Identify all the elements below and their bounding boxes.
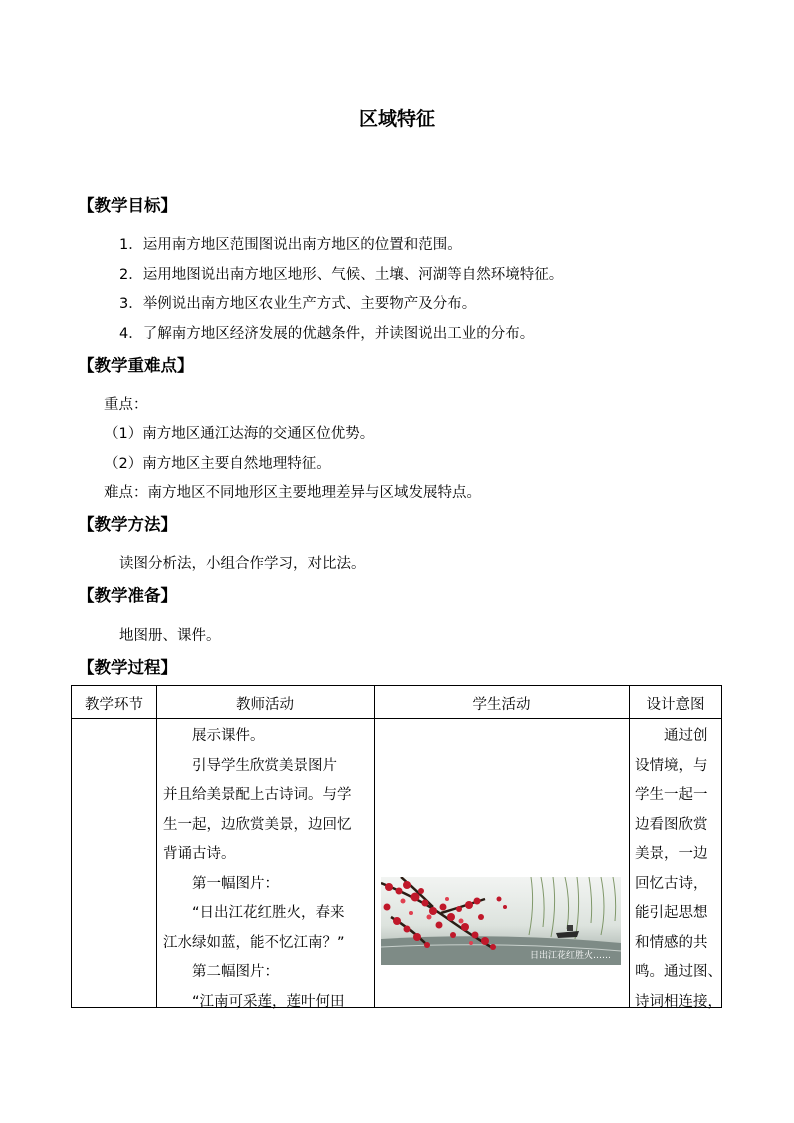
- teacher-line: 引导学生欣赏美景图片: [192, 757, 337, 774]
- jiangnan-scenery-photo: [381, 877, 621, 965]
- table-divider: [629, 686, 630, 1007]
- intent-line: 能引起思想: [635, 905, 708, 921]
- teacher-line: 第二幅图片：: [192, 964, 279, 980]
- table-header-divider: [72, 718, 721, 719]
- heading-methods: 【教学方法】: [78, 515, 177, 534]
- focus-item: （2）南方地区主要自然地理特征。: [104, 456, 331, 472]
- process-table: [71, 685, 722, 1008]
- teacher-line: 展示课件。: [192, 728, 265, 744]
- table-divider: [156, 686, 157, 1007]
- goal-item: 1．运用南方地区范围图说出南方地区的位置和范围。: [119, 237, 462, 253]
- difficulty-text: 难点：南方地区不同地形区主要地理差异与区域发展特点。: [104, 485, 481, 501]
- intent-line: 学生一起一: [635, 787, 708, 803]
- teacher-line: 生一起，边欣赏美景，边回忆: [163, 816, 352, 833]
- goal-item: 3．举例说出南方地区农业生产方式、主要物产及分布。: [119, 296, 477, 312]
- intent-line: 鸣。通过图、: [635, 964, 722, 980]
- focus-item: （1）南方地区通江达海的交通区位优势。: [104, 426, 375, 442]
- table-divider: [374, 686, 375, 1007]
- intent-line: 通过创: [664, 728, 708, 744]
- table-header-teacher: 教师活动: [236, 697, 294, 713]
- table-header-student: 学生活动: [472, 697, 531, 713]
- teacher-line: 并且给美景配上古诗词。与学: [163, 787, 352, 803]
- table-header-intent: 设计意图: [646, 697, 705, 713]
- teacher-line: 背诵古诗。: [163, 846, 236, 862]
- photo-caption: 日出江花红胜火……: [529, 951, 611, 961]
- heading-key-points: 【教学重难点】: [78, 356, 194, 375]
- goal-item: 2．运用地图说出南方地区地形、气候、土壤、河湖等自然环境特征。: [119, 267, 564, 283]
- teacher-activity-cell: [163, 722, 369, 1017]
- intent-line: 诗词相连接，: [635, 993, 722, 1010]
- intent-line: 回忆古诗，: [635, 875, 708, 892]
- preparation-text: 地图册、课件。: [119, 628, 221, 644]
- teacher-line: 第一幅图片：: [192, 875, 279, 892]
- methods-text: 读图分析法，小组合作学习，对比法。: [119, 556, 366, 572]
- page-title: 区域特征: [358, 108, 435, 130]
- heading-process: 【教学过程】: [78, 658, 177, 677]
- teacher-line: “日出江花红胜火，春来: [192, 905, 345, 921]
- design-intent-cell: [635, 722, 725, 1017]
- intent-line: 和情感的共: [635, 934, 708, 951]
- intent-line: 边看图欣赏: [635, 816, 708, 833]
- heading-preparation: 【教学准备】: [78, 586, 177, 605]
- focus-label: 重点：: [104, 397, 148, 413]
- teacher-line: “江南可采莲，莲叶何田: [192, 993, 345, 1010]
- intent-line: 设情境，与: [635, 757, 708, 774]
- intent-line: 美景，一边: [635, 846, 708, 862]
- teacher-line: 江水绿如蓝，能不忆江南？”: [163, 934, 345, 951]
- heading-goals: 【教学目标】: [78, 196, 177, 215]
- goal-item: 4．了解南方地区经济发展的优越条件，并读图说出工业的分布。: [119, 326, 535, 342]
- table-header-stage: 教学环节: [85, 697, 143, 713]
